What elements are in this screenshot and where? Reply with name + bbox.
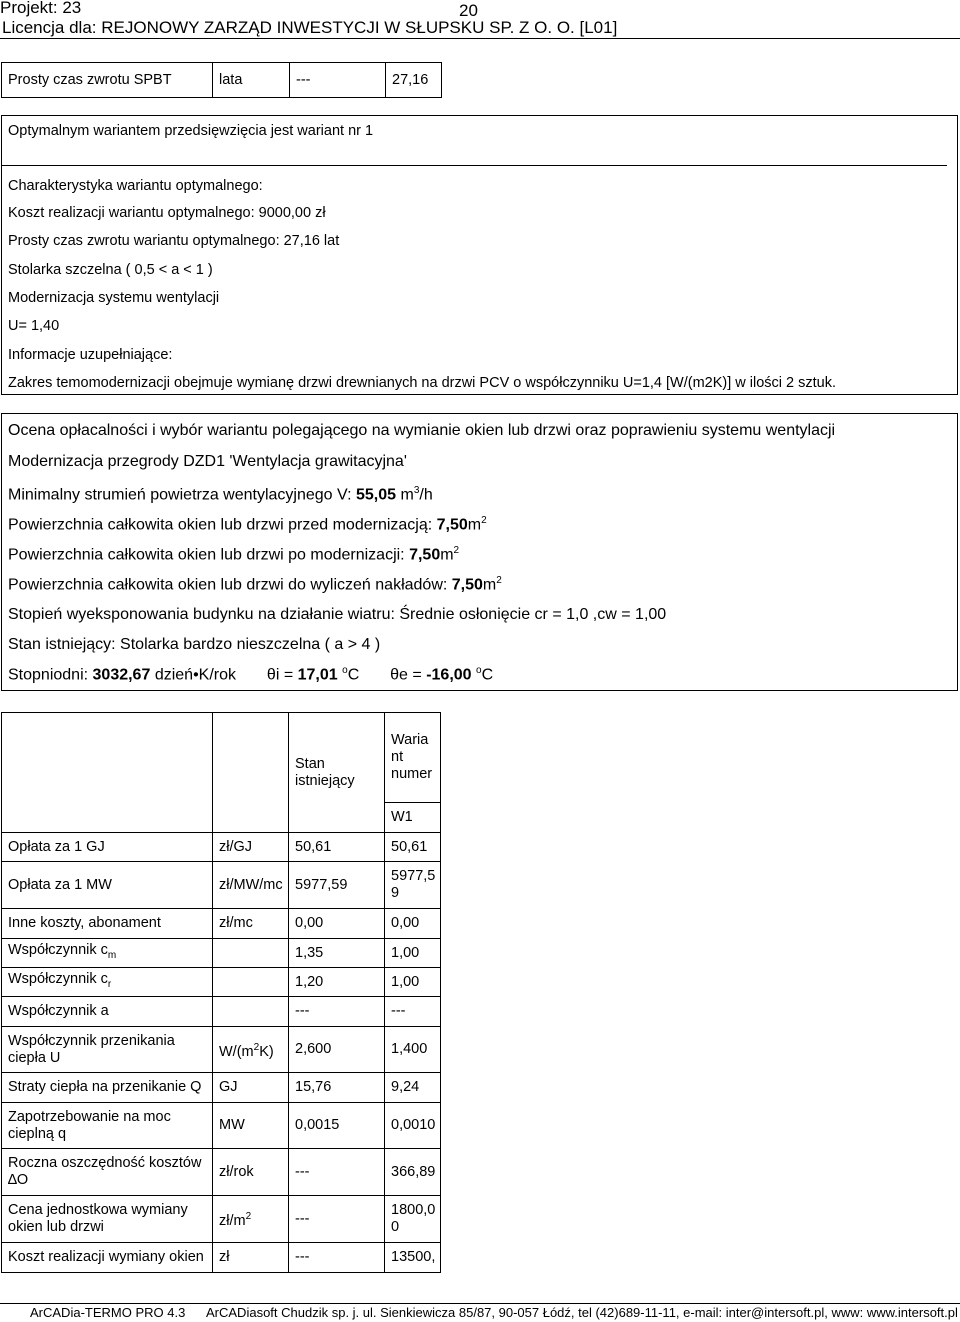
spbt-table [1, 62, 442, 98]
theta-i-value: 17,01 [297, 666, 338, 684]
area-after-unit-sup: 2 [453, 545, 460, 556]
area-before-label: Powierzchnia całkowita okien lub drzwi przed modernizacją: [8, 516, 433, 534]
optimal-variant-summary [1, 115, 958, 395]
modernization-scope: Zakres temomodernizacji obejmuje wymianę drzwi drewnianych na drzwi PCV o współczynniku U=1,4 [W/(m2K)] w ilości 2 sztuk. [8, 375, 837, 391]
airflow-line [8, 485, 433, 504]
table-row: Współczynnik $c_r$ 1,20 1,00 [2, 968, 441, 997]
table-header-row [2, 713, 441, 803]
climate-line [8, 665, 493, 684]
assessment-title: Ocena opłacalności i wybór wariantu polegającego na wymianie okien lub drzwi oraz poprawieniu systemu wentylacji [8, 422, 836, 439]
footer-divider [0, 1303, 960, 1304]
area-before-unit: m [467, 516, 482, 534]
airflow-label: Minimalny strumień powietrza wentylacyjnego V: [8, 486, 352, 504]
project-label: Projekt: 23 [0, 0, 82, 17]
table-row: Roczna oszczędność kosztów ∆O zł/rok --- 366,89 [2, 1149, 441, 1196]
area-before-unit-sup: 2 [481, 515, 487, 526]
page-number: 20 [459, 1, 478, 20]
optimal-cost: Koszt realizacji wariantu optymalnego: 9000,00 zł [8, 205, 326, 221]
summary-divider [2, 165, 947, 167]
table-row: Opłata za 1 GJ zł/GJ 50,61 50,61 [2, 833, 441, 862]
optimal-payback: Prosty czas zwrotu wariantu optymalnego: 27,16 lat [8, 233, 340, 249]
characteristics-heading: Charakterystyka wariantu optymalnego: [8, 178, 263, 194]
col-variant-id: W1 [385, 803, 441, 833]
area-after-line [8, 545, 459, 564]
footer-app: ArCADia-TERMO PRO 4.3 [30, 1305, 186, 1320]
degree-days-unit: dzień•K/rok [154, 666, 237, 684]
col-current-header: Stan istniejący [289, 713, 385, 833]
table-row: Inne koszty, abonament zł/mc 0,00 0,00 [2, 909, 441, 939]
wind-exposure: Stopień wyeksponowania budynku na działanie wiatru: Średnie osłonięcie cr = 1,0 ,cw = 1,00 [8, 606, 667, 623]
spbt-label: Prosty czas zwrotu SPBT [2, 63, 213, 98]
spbt-unit: lata [213, 63, 290, 98]
area-cost-unit: m [482, 576, 497, 594]
degree-days-value: 3032,67 [92, 666, 151, 684]
area-cost-unit-sup: 2 [496, 575, 502, 586]
area-before-line [8, 515, 487, 534]
degree-days-label: Stopniodni: [8, 666, 89, 684]
airflow-unit-tail: /h [419, 486, 433, 504]
area-after-value: 7,50 [409, 546, 441, 564]
existing-state: Stan istniejący: Stolarka bardzo nieszczelna ( a > 4 ) [8, 636, 381, 653]
header-divider [0, 38, 960, 39]
theta-e-unit-sup: o [476, 665, 482, 676]
u-value: U= 1,40 [8, 318, 60, 334]
area-cost-value: 7,50 [451, 576, 483, 594]
area-before-value: 7,50 [436, 516, 468, 534]
table-row: Współczynnik $c_m$ 1,35 1,00 [2, 939, 441, 968]
table-row: Współczynnik przenikania ciepła U $W/(m^2K)$ 2,600 1,400 [2, 1027, 441, 1073]
spbt-current: --- [290, 63, 386, 98]
theta-e-value: -16,00 [426, 666, 472, 684]
license-line: Licencja dla: REJONOWY ZARZĄD INWESTYCJI W SŁUPSKU SP. Z O. O. [L01] [2, 18, 618, 37]
theta-i-unit-sup: o [342, 665, 348, 676]
variant-comparison-table [1, 712, 441, 1273]
theta-i-unit: C [347, 666, 360, 684]
additional-info-label: Informacje uzupełniające: [8, 347, 173, 363]
airflow-value: 55,05 [356, 486, 397, 504]
table-row: Straty ciepła na przenikanie Q GJ 15,76 9,24 [2, 1073, 441, 1103]
airflow-unit-sup: 3 [413, 485, 420, 496]
ventilation-modernization: Modernizacja systemu wentylacji [8, 290, 220, 306]
spbt-row [2, 63, 442, 98]
area-after-unit: m [440, 546, 454, 564]
theta-e-unit: C [481, 666, 494, 684]
partition-title: Modernizacja przegrody DZD1 'Wentylacja grawitacyjna' [8, 453, 407, 470]
table-row: Opłata za 1 MW zł/MW/mc 5977,59 5977,5 9 [2, 862, 441, 909]
area-cost-line [8, 575, 502, 594]
joinery-type: Stolarka szczelna ( 0,5 < a < 1 ) [8, 262, 213, 278]
theta-i-label: θi = [266, 666, 294, 684]
table-row: Koszt realizacji wymiany okien zł --- 13500, [2, 1243, 441, 1273]
footer-company: ArCADiasoft Chudzik sp. j. ul. Sienkiewicza 85/87, 90-057 Łódź, tel (42)689-11-11, e-mail: inter@intersoft.pl, www: www.intersoft.pl [206, 1305, 958, 1320]
col-variant-header: Waria nt numer [385, 713, 441, 803]
table-row: Cena jednostkowa wymiany okien lub drzwi $zł/m^2$ --- 1800,0 0 [2, 1196, 441, 1243]
optimal-variant-line: Optymalnym wariantem przedsięwzięcia jest wariant nr 1 [8, 123, 374, 139]
theta-e-label: θe = [390, 666, 422, 684]
area-cost-label: Powierzchnia całkowita okien lub drzwi do wyliczeń nakładów: [8, 576, 448, 594]
table-row: Zapotrzebowanie na moc cieplną q MW 0,0015 0,0010 [2, 1103, 441, 1149]
area-after-label: Powierzchnia całkowita okien lub drzwi po modernizacji: [8, 546, 405, 564]
table-row: Współczynnik a --- --- [2, 997, 441, 1027]
airflow-unit: m [400, 486, 414, 504]
assessment-box [1, 413, 958, 691]
spbt-value: 27,16 [386, 63, 442, 98]
